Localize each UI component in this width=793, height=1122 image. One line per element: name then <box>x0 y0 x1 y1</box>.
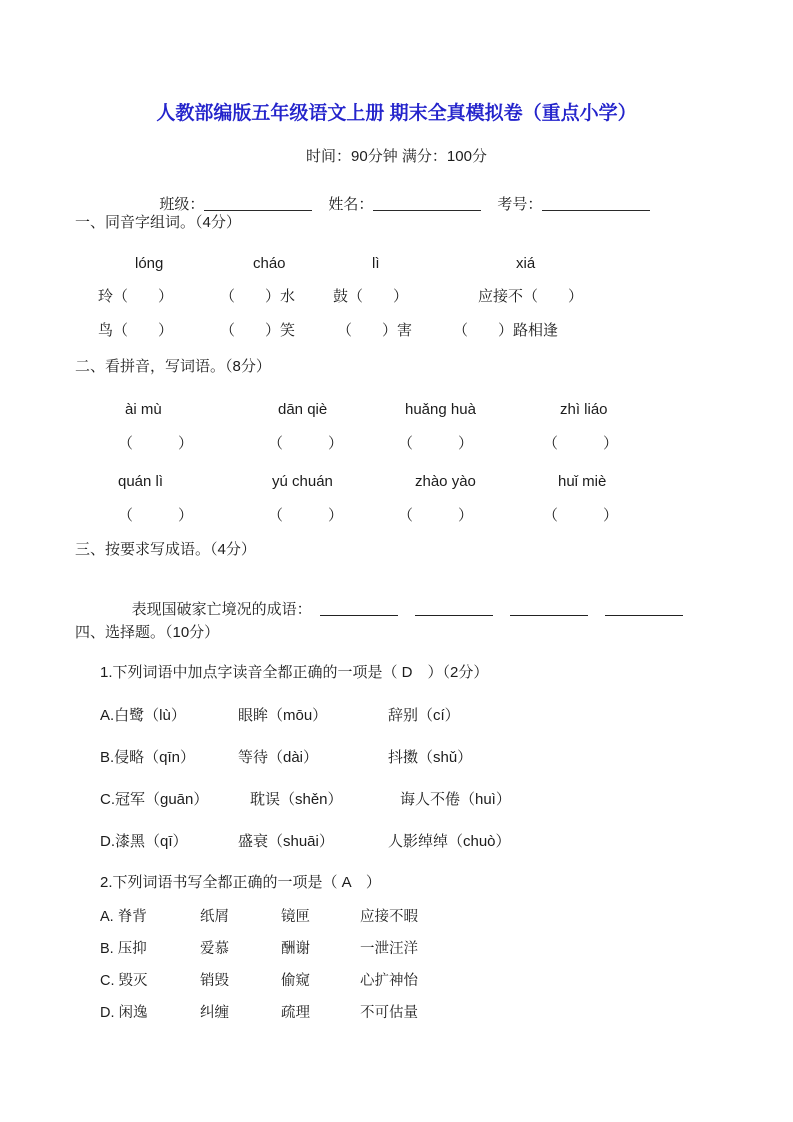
question1-stem: 1.下列词语中加点字读音全都正确的一项是（ D ）（2分） <box>100 664 489 681</box>
q2-b-word3: 酬谢 <box>281 941 310 957</box>
exam-id-label: 考号： <box>497 196 543 213</box>
question2-option-a <box>100 905 418 926</box>
exam-id-blank <box>542 196 650 211</box>
section2-pinyin2-2: yú chuán <box>272 473 333 490</box>
idiom-blank-1 <box>320 601 398 616</box>
page-title: 人教部编版五年级语文上册 期末全真模拟卷（重点小学） <box>156 103 637 124</box>
q2-d-word3: 疏理 <box>281 1005 310 1021</box>
q2-b-word4: 一泄汪洋 <box>360 941 418 957</box>
question1-option-b <box>100 746 472 767</box>
section2-bracket1-1: （ ） <box>118 435 194 452</box>
q1-c-word1: C.冠军（guān） <box>100 791 209 808</box>
section1-row1-item3: 鼓（ ） <box>333 288 409 305</box>
class-label: 班级： <box>159 196 205 213</box>
section2-pinyin2-1: quán lì <box>118 473 164 490</box>
q2-d-word2: 纠缠 <box>200 1005 229 1021</box>
section1-pinyin-1: lóng <box>135 255 164 272</box>
section4-heading: 四、选择题。（10分） <box>75 624 220 641</box>
section3-prompt: 表现国破家亡境况的成语： <box>131 601 312 618</box>
question1-option-d <box>100 830 511 851</box>
q2-a-word3: 镜匣 <box>281 909 310 925</box>
section2-pinyin1-2: dān qiè <box>278 401 328 418</box>
q2-a-word4: 应接不暇 <box>360 909 418 925</box>
section1-heading: 一、同音字组词。（4分） <box>75 214 241 231</box>
q1-b-word2: 等待（dài） <box>238 749 319 766</box>
section2-pinyin1-4: zhì liáo <box>560 401 608 418</box>
q2-c-word2: 销毁 <box>200 973 229 989</box>
section2-bracket1-3: （ ） <box>398 435 474 452</box>
section2-pinyin1-1: ài mù <box>125 401 162 418</box>
q1-c-word2: 耽误（shěn） <box>250 791 343 808</box>
q2-d-word1: D. 闲逸 <box>100 1005 148 1021</box>
q1-b-word1: B.侵略（qīn） <box>100 749 196 766</box>
q1-a-word1: A.白鹭（lù） <box>100 707 186 724</box>
question2-option-b <box>100 937 418 958</box>
section1-pinyin-3: lì <box>372 255 380 272</box>
section2-bracket2-4: （ ） <box>543 507 619 524</box>
section2-pinyin2-3: zhào yào <box>415 473 476 490</box>
q1-d-word1: D.漆黑（qī） <box>100 833 188 850</box>
class-field <box>159 196 312 213</box>
section2-bracket1-4: （ ） <box>543 435 619 452</box>
section1-row2-item1: 鸟（ ） <box>98 322 174 339</box>
section1-row1-item2: （ ）水 <box>220 288 296 305</box>
exam-meta: 时间：90分钟 满分：100分 <box>306 148 487 165</box>
q1-c-word3: 诲人不倦（huì） <box>400 791 511 808</box>
idiom-blank-4 <box>605 601 683 616</box>
q1-a-word3: 辞别（cí） <box>388 707 460 724</box>
section2-bracket2-3: （ ） <box>398 507 474 524</box>
q1-d-word3: 人影绰绰（chuò） <box>388 833 511 850</box>
q2-a-word1: A. 脊背 <box>100 909 147 925</box>
section2-bracket2-1: （ ） <box>118 507 194 524</box>
exam-id-field <box>497 196 650 213</box>
section1-pinyin-2: cháo <box>253 255 286 272</box>
q2-c-word4: 心扩神怡 <box>360 973 418 989</box>
q2-d-word4: 不可估量 <box>360 1005 418 1021</box>
idiom-blank-2 <box>415 601 493 616</box>
q1-a-word2: 眼眸（mōu） <box>238 707 328 724</box>
question1-option-c <box>100 788 511 809</box>
section2-heading: 二、看拼音，写词语。（8分） <box>75 358 271 375</box>
section2-bracket1-2: （ ） <box>268 435 344 452</box>
q2-c-word3: 偷窥 <box>281 973 310 989</box>
question2-option-c <box>100 969 418 990</box>
section1-row1-item1: 玲（ ） <box>98 288 174 305</box>
question1-option-a <box>100 704 460 725</box>
class-blank <box>204 196 312 211</box>
q2-b-word1: B. 压抑 <box>100 941 147 957</box>
section1-row2-item3: （ ）害 <box>337 322 413 339</box>
q1-b-word3: 抖擞（shǔ） <box>388 749 473 766</box>
section2-pinyin1-3: huǎng huà <box>405 401 476 418</box>
q1-d-word2: 盛衰（shuāi） <box>238 833 334 850</box>
section1-row2-item2: （ ）笑 <box>220 322 296 339</box>
q2-b-word2: 爱慕 <box>200 941 229 957</box>
name-field <box>328 196 481 213</box>
q2-c-word1: C. 毁灭 <box>100 973 148 989</box>
idiom-blank-3 <box>510 601 588 616</box>
name-label: 姓名： <box>328 196 374 213</box>
question2-stem: 2.下列词语书写全都正确的一项是（ A ） <box>100 874 381 891</box>
section2-bracket2-2: （ ） <box>268 507 344 524</box>
section3-heading: 三、按要求写成语。（4分） <box>75 541 256 558</box>
name-blank <box>373 196 481 211</box>
section1-pinyin-4: xiá <box>516 255 536 272</box>
section2-pinyin2-4: huǐ miè <box>558 473 607 490</box>
q2-a-word2: 纸屑 <box>200 909 229 925</box>
question2-option-d <box>100 1001 418 1022</box>
section1-row2-item4: （ ）路相逢 <box>453 322 559 339</box>
section1-row1-item4: 应接不（ ） <box>478 288 584 305</box>
